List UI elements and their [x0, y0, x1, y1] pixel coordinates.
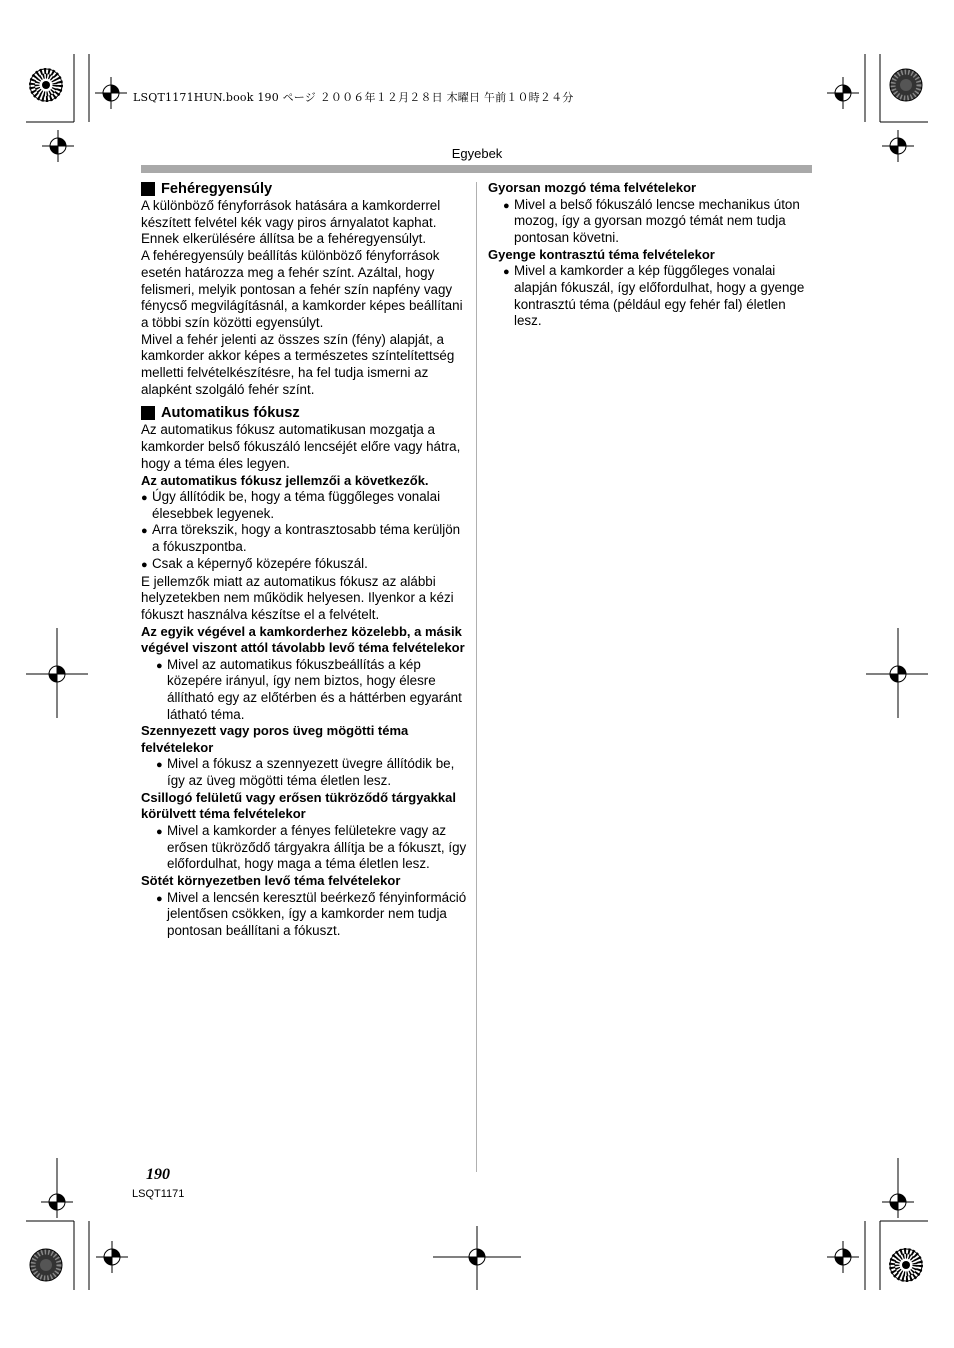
paragraph: E jellemzők miatt az automatikus fókusz az alábbi helyzetekben nem működik helyesen. Ilyenkor a kézi fókuszt használva készítse el a felvételt.	[141, 573, 454, 622]
crop-line-mid-right	[866, 628, 928, 718]
list-item: ● Úgy állítódik be, hogy a téma függőleges vonalai élesebbek legyenek.	[141, 489, 441, 521]
section-bar	[141, 165, 812, 173]
bullet-icon: ●	[503, 199, 510, 212]
crosshair-mark-bottom-right	[827, 1241, 859, 1273]
bullet-icon: ●	[156, 659, 163, 672]
paragraph: Az automatikus fókusz automatikusan mozgatja a kamkorder belső fókuszáló lencséjét előre vagy hátra, hogy a téma éles legyen.	[141, 422, 461, 471]
list-item: ● Mivel a kamkorder a fényes felületekre vagy az erősen tükröződő tárgyakra állítja be a fókuszt, így előfordulhat, hogy maga a téma életlen lesz.	[156, 822, 467, 872]
left-column	[141, 180, 467, 940]
list-item: ● Mivel a lencsén keresztül beérkező fényinformáció jelentősen csökken, így a kamkorder nem tudja pontosan beállítani a fókuszt.	[156, 889, 467, 938]
right-column	[488, 180, 814, 330]
square-bullet-icon	[141, 406, 155, 420]
column-divider	[476, 182, 477, 1172]
starburst-mark-bottom-right	[890, 1249, 922, 1281]
subheading: Az egyik végével a kamkorderhez közelebb, a másik végével viszont attól távolabb levő téma felvételekor	[141, 623, 465, 656]
list-item: ● Mivel a fókusz a szennyezett üvegre állítódik be, így az üveg mögötti téma életlen lesz.	[156, 756, 455, 789]
list-item: ● Mivel az automatikus fókuszbeállítás a kép közepére irányul, így nem biztos, hogy élesre állítható egy az előtérben és a háttérben egyaránt látható téma.	[156, 656, 462, 722]
starburst-mark-top-left	[30, 69, 62, 101]
paragraph: A különböző fényforrások hatására a kamkorderrel készített felvétel kék vagy piros árnyalatot kaphat. Ennek elkerülésére állítsa be a fehéregyensúlyt.	[141, 198, 441, 247]
subheading: Szennyezett vagy poros üveg mögötti téma felvételekor	[141, 723, 409, 755]
starburst-mark-top-right	[890, 69, 922, 101]
square-bullet-icon	[141, 182, 155, 196]
subheading: Sötét környezetben levő téma felvételekor	[141, 873, 401, 888]
crop-line-top-left	[26, 54, 89, 122]
bullet-icon: ●	[503, 266, 510, 279]
subheading: Gyenge kontrasztú téma felvételekor	[488, 246, 715, 262]
bullet-icon: ●	[156, 759, 163, 772]
bullet-icon: ●	[156, 825, 163, 838]
crosshair-mark-top-left	[95, 77, 127, 109]
section-label: Egyebek	[451, 146, 503, 161]
page-number: 190	[146, 1166, 170, 1183]
subheading: Gyorsan mozgó téma felvételekor	[488, 180, 697, 195]
bullet-icon: ●	[141, 525, 148, 538]
crosshair-mark-top-right	[827, 77, 859, 109]
crosshair-mark-bottom-left	[96, 1241, 128, 1273]
subheading: Csillogó felületű vagy erősen tükröződő tárgyakkal körülvett téma felvételekor	[141, 789, 456, 822]
bullet-icon: ●	[141, 492, 148, 505]
heading-auto-focus: Automatikus fókusz	[141, 404, 467, 422]
bullet-icon: ●	[156, 892, 163, 905]
list-item: ● Csak a képernyő közepére fókuszál.	[141, 556, 467, 574]
list-item: ● Mivel a belső fókuszáló lencse mechanikus úton mozog, így a gyorsan mozgó témát nem tudja pontosan követni.	[503, 196, 800, 245]
crop-line-bottom-center	[433, 1226, 521, 1290]
paragraph: A fehéregyensúly beállítás különböző fényforrások esetén határozza meg a fehér színt. Azáltal, hogy felismeri, melyik pontosan a fehér szín napfény vagy fénycső megvilágításnál, a kamkorder képes beállítani a többi szín közötti egyensúlyt.	[141, 248, 463, 330]
list-item: ● Arra törekszik, hogy a kontrasztosabb téma kerüljön a fókuszpontba.	[141, 522, 461, 555]
document-code: LSQT1171	[132, 1188, 185, 1200]
paragraph: Mivel a fehér jelenti az összes szín (fény) alapját, a kamkorder akkor képes a természetes színtelítettség melletti felvételkészítésre, ha fel tudja ismerni az alapként szolgáló fehér színt.	[141, 331, 455, 397]
crop-line-mid-left	[26, 628, 88, 718]
file-info-line: LSQT1171HUN.book 190 ページ ２００６年１２月２８日 木曜日 午前１０時２４分	[133, 91, 574, 104]
subheading: Az automatikus fókusz jellemzői a következők.	[141, 472, 429, 488]
list-item: ● Mivel a kamkorder a kép függőleges vonalai alapján fókuszál, így előfordulhat, hogy a gyenge kontrasztú téma (például egy fehér fal) életlen lesz.	[503, 263, 805, 329]
heading-white-balance: Fehéregyensúly	[141, 180, 467, 198]
starburst-mark-bottom-left	[30, 1249, 62, 1281]
bullet-icon: ●	[141, 558, 148, 571]
